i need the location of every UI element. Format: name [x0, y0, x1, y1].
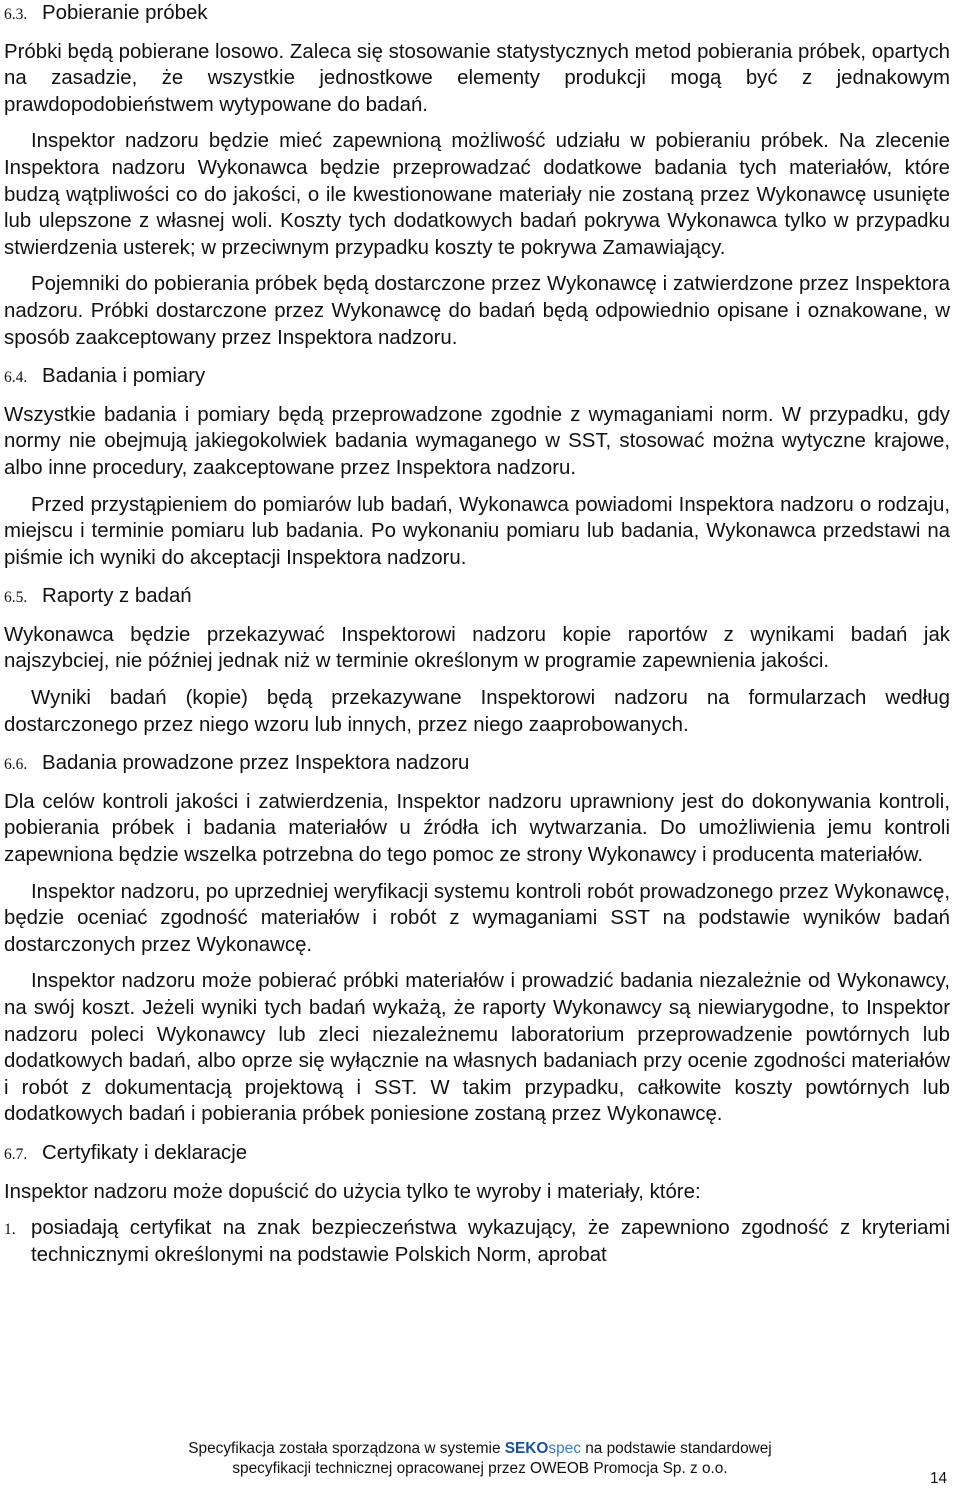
page-footer	[0, 1439, 960, 1478]
section-number: 6.6.	[4, 756, 28, 774]
paragraph: Dla celów kontroli jakości i zatwierdzenia, Inspektor nadzoru uprawniony jest do dokonywania kontroli, pobierania próbek i badania materiałów u źródła ich wytwarzania. Do umożliwienia jemu kontroli zapewniona będzie wszelka potrzebna do tego pomoc ze strony Wykonawcy i producenta materiałów.	[4, 790, 950, 867]
section-title: Badania i pomiary	[42, 365, 206, 388]
section-number: 6.3.	[4, 6, 28, 23]
paragraph: Inspektor nadzoru, po uprzedniej weryfikacji systemu kontroli robót prowadzonego przez Wykonawcę, będzie oceniać zgodność materiałów i robót z wymaganiami SST na podstawie wyników badań dostarczonych przez Wykonawcę.	[4, 880, 950, 956]
footer-text: Specyfikacja została sporządzona w systemie	[188, 1440, 501, 1457]
section-number: 6.4.	[4, 369, 28, 387]
footer-line-2: specyfikacji technicznej opracowanej przez OWEOB Promocja Sp. z o.o.	[232, 1459, 728, 1477]
section-title: Pobieranie próbek	[42, 2, 208, 24]
section-number: 6.7.	[4, 1145, 28, 1163]
paragraph: Pojemniki do pobierania próbek będą dostarczone przez Wykonawcę i zatwierdzone przez Inspektora nadzoru. Próbki dostarczone przez Wykonawcę do badań będą odpowiednio opisane i oznakowane, w sposób zaakceptowany przez Inspektora nadzoru.	[4, 273, 950, 349]
list-item	[4, 1215, 950, 1268]
page-number: 14	[930, 1470, 948, 1487]
section-heading-6-5	[4, 583, 950, 612]
footer-text: na podstawie standardowej	[585, 1440, 772, 1457]
list-item-text: posiadają certyfikat na znak bezpieczeństwa wykazujący, że zapewniono zgodność z kryteriami technicznymi określonymi na podstawie Polskich Norm, aprobat	[31, 1217, 950, 1266]
sekospec-logo: SEKOspec	[504, 1440, 581, 1457]
section-title: Certyfikaty i deklaracje	[42, 1141, 248, 1164]
footer-line-1	[0, 1439, 960, 1459]
paragraph: Wszystkie badania i pomiary będą przeprowadzone zgodnie z wymaganiami norm. W przypadku, gdy normy nie obejmują jakiegokolwiek badania wymaganego w SST, stosować można wytyczne krajowe, albo inne procedury, zaakceptowane przez Inspektora nadzoru.	[4, 403, 950, 479]
section-heading-6-4	[4, 363, 950, 392]
paragraph: Przed przystąpieniem do pomiarów lub badań, Wykonawca powiadomi Inspektora nadzoru o rodzaju, miejscu i terminie pomiaru lub badania. Po wykonaniu pomiaru lub badania, Wykonawca przedstawi na piśmie ich wyniki do akceptacji Inspektora nadzoru.	[4, 493, 950, 569]
paragraph: Wykonawca będzie przekazywać Inspektorowi nadzoru kopie raportów z wynikami badań jak najszybciej, nie później jednak niż w terminie określonym w programie zapewnienia jakości.	[4, 623, 950, 673]
paragraph: Inspektor nadzoru może pobierać próbki materiałów i prowadzić badania niezależnie od Wykonawcy, na swój koszt. Jeżeli wyniki tych badań wykażą, że raporty Wykonawcy są niewiarygodne, to Inspektor nadzoru poleci Wykonawcy lub zleci niezależnemu laboratorium przeprowadzenie powtórnych lub dodatkowych badań, albo oprze się wyłącznie na własnych badaniach przy ocenie zgodności materiałów i robót z dokumentacją projektową i SST. W takim przypadku, całkowite koszty powtórnych lub dodatkowych badań i pobierania próbek poniesione zostaną przez Wykonawcę.	[4, 970, 950, 1126]
section-number: 6.5.	[4, 589, 28, 607]
document-body	[4, 0, 950, 1268]
section-heading-6-6	[4, 750, 950, 779]
paragraph: Próbki będą pobierane losowo. Zaleca się stosowanie statystycznych metod pobierania próbek, opartych na zasadzie, że wszystkie jednostkowe elementy produkcji mogą być z jednakowym prawdopodobieństwem wytypowane do badań.	[4, 40, 950, 116]
section-title: Raporty z badań	[42, 585, 192, 608]
paragraph: Wyniki badań (kopie) będą przekazywane Inspektorowi nadzoru na formularzach według dostarczonego przez niego wzoru lub innych, przez niego zaaprobowanych.	[4, 687, 950, 736]
paragraph: Inspektor nadzoru będzie mieć zapewnioną możliwość udziału w pobieraniu próbek. Na zlecenie Inspektora nadzoru Wykonawca będzie przeprowadzać dodatkowe badania tych materiałów, które budzą wątpliwości co do jakości, o ile kwestionowane materiały nie zostaną przez Wykonawcę usunięte lub ulepszone z własnej woli. Koszty tych dodatkowych badań pokrywa Wykonawca tylko w przypadku stwierdzenia usterek; w przeciwnym przypadku koszty te pokrywa Zamawiający.	[4, 130, 950, 259]
section-title: Badania prowadzone przez Inspektora nadzoru	[42, 752, 470, 775]
list-marker: 1.	[4, 1221, 16, 1239]
section-heading-6-7	[4, 1140, 950, 1169]
paragraph: Inspektor nadzoru może dopuścić do użycia tylko te wyroby i materiały, które:	[4, 1180, 701, 1203]
section-heading-6-3	[4, 0, 950, 29]
